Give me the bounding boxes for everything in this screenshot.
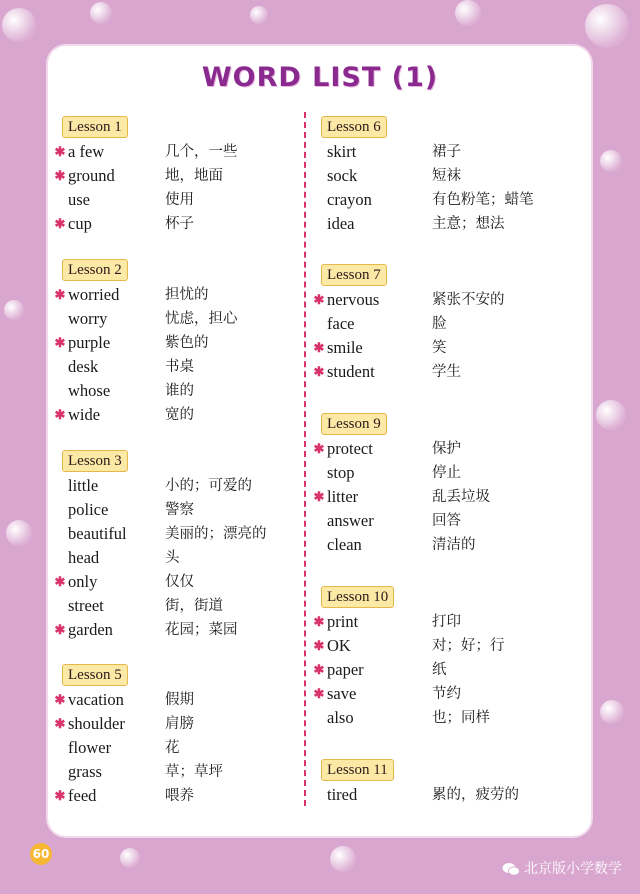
- key-word-star-icon: ✱: [54, 144, 66, 159]
- english-word: cup: [68, 214, 92, 233]
- english-word: feed: [68, 786, 97, 805]
- chinese-meaning: 书桌: [165, 359, 194, 375]
- chinese-meaning: 保护: [432, 441, 461, 457]
- key-word-star-icon: ✱: [54, 788, 66, 803]
- chinese-meaning: 忧虑，担心: [165, 311, 238, 327]
- word-entry: [54, 594, 295, 618]
- word-entry: [313, 610, 562, 634]
- chinese-meaning: 警察: [165, 502, 194, 518]
- english-word: desk: [68, 357, 99, 376]
- english-word: save: [327, 684, 357, 703]
- chinese-meaning: 紫色的: [165, 335, 209, 351]
- word-entry: [313, 312, 562, 336]
- lesson-heading: Lesson 2: [62, 259, 128, 281]
- word-entry: [54, 403, 295, 427]
- english-word: shoulder: [68, 714, 125, 733]
- english-word: sock: [327, 166, 358, 185]
- word-entry: [54, 688, 295, 712]
- bubble-decoration: [120, 848, 140, 868]
- chinese-meaning: 谁的: [165, 383, 194, 399]
- chinese-meaning: 头: [165, 550, 180, 566]
- word-entry: [313, 485, 562, 509]
- chinese-meaning: 乱丢垃圾: [432, 489, 490, 505]
- word-entry: [54, 498, 295, 522]
- wechat-icon: [502, 862, 520, 876]
- chinese-meaning: 节约: [432, 686, 461, 702]
- key-word-star-icon: ✱: [313, 489, 325, 504]
- key-word-star-icon: ✱: [313, 292, 325, 307]
- chinese-meaning: 地，地面: [165, 168, 223, 184]
- chinese-meaning: 使用: [165, 192, 194, 208]
- lesson-heading: Lesson 5: [62, 664, 128, 686]
- english-word: vacation: [68, 690, 124, 709]
- chinese-meaning: 紧张不安的: [432, 292, 505, 308]
- chinese-meaning: 花: [165, 740, 180, 756]
- chinese-meaning: 也；同样: [432, 710, 490, 726]
- english-word: beautiful: [68, 524, 127, 543]
- chinese-meaning: 杯子: [165, 216, 194, 232]
- english-word: whose: [68, 381, 111, 400]
- key-word-star-icon: ✱: [313, 441, 325, 456]
- english-word: protect: [327, 439, 373, 458]
- english-word: stop: [327, 463, 355, 482]
- word-entry: [313, 164, 562, 188]
- word-entry: [313, 461, 562, 485]
- chinese-meaning: 几个，一些: [165, 144, 238, 160]
- chinese-meaning: 街，街道: [165, 598, 223, 614]
- lesson-heading: Lesson 3: [62, 450, 128, 472]
- english-word: skirt: [327, 142, 357, 161]
- word-entry: [54, 618, 295, 642]
- chinese-meaning: 累的，疲劳的: [432, 787, 519, 803]
- chinese-meaning: 笑: [432, 340, 447, 356]
- english-word: idea: [327, 214, 355, 233]
- bubble-decoration: [90, 2, 112, 24]
- key-word-star-icon: ✱: [54, 168, 66, 183]
- english-word: answer: [327, 511, 374, 530]
- page-title: WORD LIST (1): [201, 62, 439, 93]
- chinese-meaning: 对；好；行: [432, 638, 505, 654]
- key-word-star-icon: ✱: [54, 716, 66, 731]
- chinese-meaning: 回答: [432, 513, 461, 529]
- chinese-meaning: 草；草坪: [165, 764, 223, 780]
- word-entry: [54, 784, 295, 808]
- english-word: garden: [68, 620, 113, 639]
- english-word: crayon: [327, 190, 372, 209]
- lesson-heading: Lesson 9: [321, 413, 387, 435]
- chinese-meaning: 仅仅: [165, 574, 194, 590]
- key-word-star-icon: ✱: [54, 407, 66, 422]
- chinese-meaning: 喂养: [165, 788, 194, 804]
- key-word-star-icon: ✱: [313, 340, 325, 355]
- watermark: [502, 858, 622, 878]
- word-entry: [313, 288, 562, 312]
- key-word-star-icon: ✱: [54, 216, 66, 231]
- chinese-meaning: 宽的: [165, 407, 194, 423]
- key-word-star-icon: ✱: [54, 692, 66, 707]
- chinese-meaning: 停止: [432, 465, 461, 481]
- bubble-decoration: [2, 8, 36, 42]
- word-entry: [54, 307, 295, 331]
- chinese-meaning: 学生: [432, 364, 461, 380]
- english-word: little: [68, 476, 99, 495]
- word-entry: [54, 379, 295, 403]
- key-word-star-icon: ✱: [54, 335, 66, 350]
- english-word: flower: [68, 738, 112, 757]
- bubble-decoration: [250, 6, 268, 24]
- column-divider: [304, 112, 306, 806]
- word-entry: [54, 212, 295, 236]
- english-word: face: [327, 314, 355, 333]
- english-word: also: [327, 708, 354, 727]
- word-entry: [313, 336, 562, 360]
- english-word: only: [68, 572, 98, 591]
- bubble-decoration: [330, 846, 356, 872]
- key-word-star-icon: ✱: [54, 287, 66, 302]
- key-word-star-icon: ✱: [54, 622, 66, 637]
- word-entry: [313, 682, 562, 706]
- bubble-decoration: [596, 400, 626, 430]
- english-word: use: [68, 190, 90, 209]
- lesson-heading: Lesson 1: [62, 116, 128, 138]
- english-word: ground: [68, 166, 115, 185]
- word-entry: [313, 634, 562, 658]
- english-word: nervous: [327, 290, 380, 309]
- word-entry: [313, 509, 562, 533]
- word-entry: [313, 212, 562, 236]
- word-entry: [313, 360, 562, 384]
- english-word: head: [68, 548, 100, 567]
- english-word: wide: [68, 405, 101, 424]
- word-entry: [54, 331, 295, 355]
- word-entry: [313, 188, 562, 212]
- chinese-meaning: 肩膀: [165, 716, 194, 732]
- english-word: paper: [327, 660, 364, 679]
- key-word-star-icon: ✱: [313, 686, 325, 701]
- bubble-decoration: [4, 300, 24, 320]
- chinese-meaning: 担忧的: [165, 287, 209, 303]
- word-entry: [313, 437, 562, 461]
- chinese-meaning: 假期: [165, 692, 194, 708]
- key-word-star-icon: ✱: [313, 614, 325, 629]
- chinese-meaning: 有色粉笔；蜡笔: [432, 192, 534, 208]
- key-word-star-icon: ✱: [313, 662, 325, 677]
- word-entry: [54, 355, 295, 379]
- watermark-text: 北京版小学数学: [524, 861, 622, 877]
- lesson-heading: Lesson 7: [321, 264, 387, 286]
- bubble-decoration: [6, 520, 32, 546]
- page-number: 60: [30, 843, 52, 865]
- word-entry: [54, 760, 295, 784]
- word-entry: [54, 736, 295, 760]
- english-word: OK: [327, 636, 351, 655]
- word-entry: [54, 283, 295, 307]
- word-entry: [54, 522, 295, 546]
- english-word: purple: [68, 333, 111, 352]
- english-word: worried: [68, 285, 120, 304]
- word-entry: [54, 164, 295, 188]
- key-word-star-icon: ✱: [313, 638, 325, 653]
- english-word: a few: [68, 142, 105, 161]
- english-word: student: [327, 362, 375, 381]
- chinese-meaning: 小的；可爱的: [165, 478, 252, 494]
- word-entry: [313, 140, 562, 164]
- chinese-meaning: 短袜: [432, 168, 461, 184]
- chinese-meaning: 纸: [432, 662, 447, 678]
- chinese-meaning: 主意；想法: [432, 216, 505, 232]
- key-word-star-icon: ✱: [54, 574, 66, 589]
- word-entry: [313, 658, 562, 682]
- word-entry: [313, 783, 562, 807]
- word-entry: [54, 712, 295, 736]
- bubble-decoration: [600, 150, 622, 172]
- word-entry: [313, 533, 562, 557]
- english-word: worry: [68, 309, 108, 328]
- word-entry: [54, 188, 295, 212]
- word-entry: [54, 474, 295, 498]
- lesson-heading: Lesson 10: [321, 586, 394, 608]
- chinese-meaning: 脸: [432, 316, 447, 332]
- chinese-meaning: 清洁的: [432, 537, 476, 553]
- chinese-meaning: 花园；菜园: [165, 622, 238, 638]
- english-word: street: [68, 596, 104, 615]
- word-entry: [313, 706, 562, 730]
- english-word: print: [327, 612, 359, 631]
- bubble-decoration: [455, 0, 481, 26]
- english-word: clean: [327, 535, 362, 554]
- chinese-meaning: 裙子: [432, 144, 461, 160]
- bubble-decoration: [585, 4, 629, 48]
- english-word: smile: [327, 338, 363, 357]
- lesson-heading: Lesson 11: [321, 759, 394, 781]
- bubble-decoration: [600, 700, 624, 724]
- chinese-meaning: 美丽的；漂亮的: [165, 526, 267, 542]
- english-word: grass: [68, 762, 102, 781]
- chinese-meaning: 打印: [432, 614, 461, 630]
- word-entry: [54, 570, 295, 594]
- word-entry: [54, 546, 295, 570]
- english-word: police: [68, 500, 109, 519]
- english-word: litter: [327, 487, 359, 506]
- word-entry: [54, 140, 295, 164]
- key-word-star-icon: ✱: [313, 364, 325, 379]
- lesson-heading: Lesson 6: [321, 116, 387, 138]
- english-word: tired: [327, 785, 358, 804]
